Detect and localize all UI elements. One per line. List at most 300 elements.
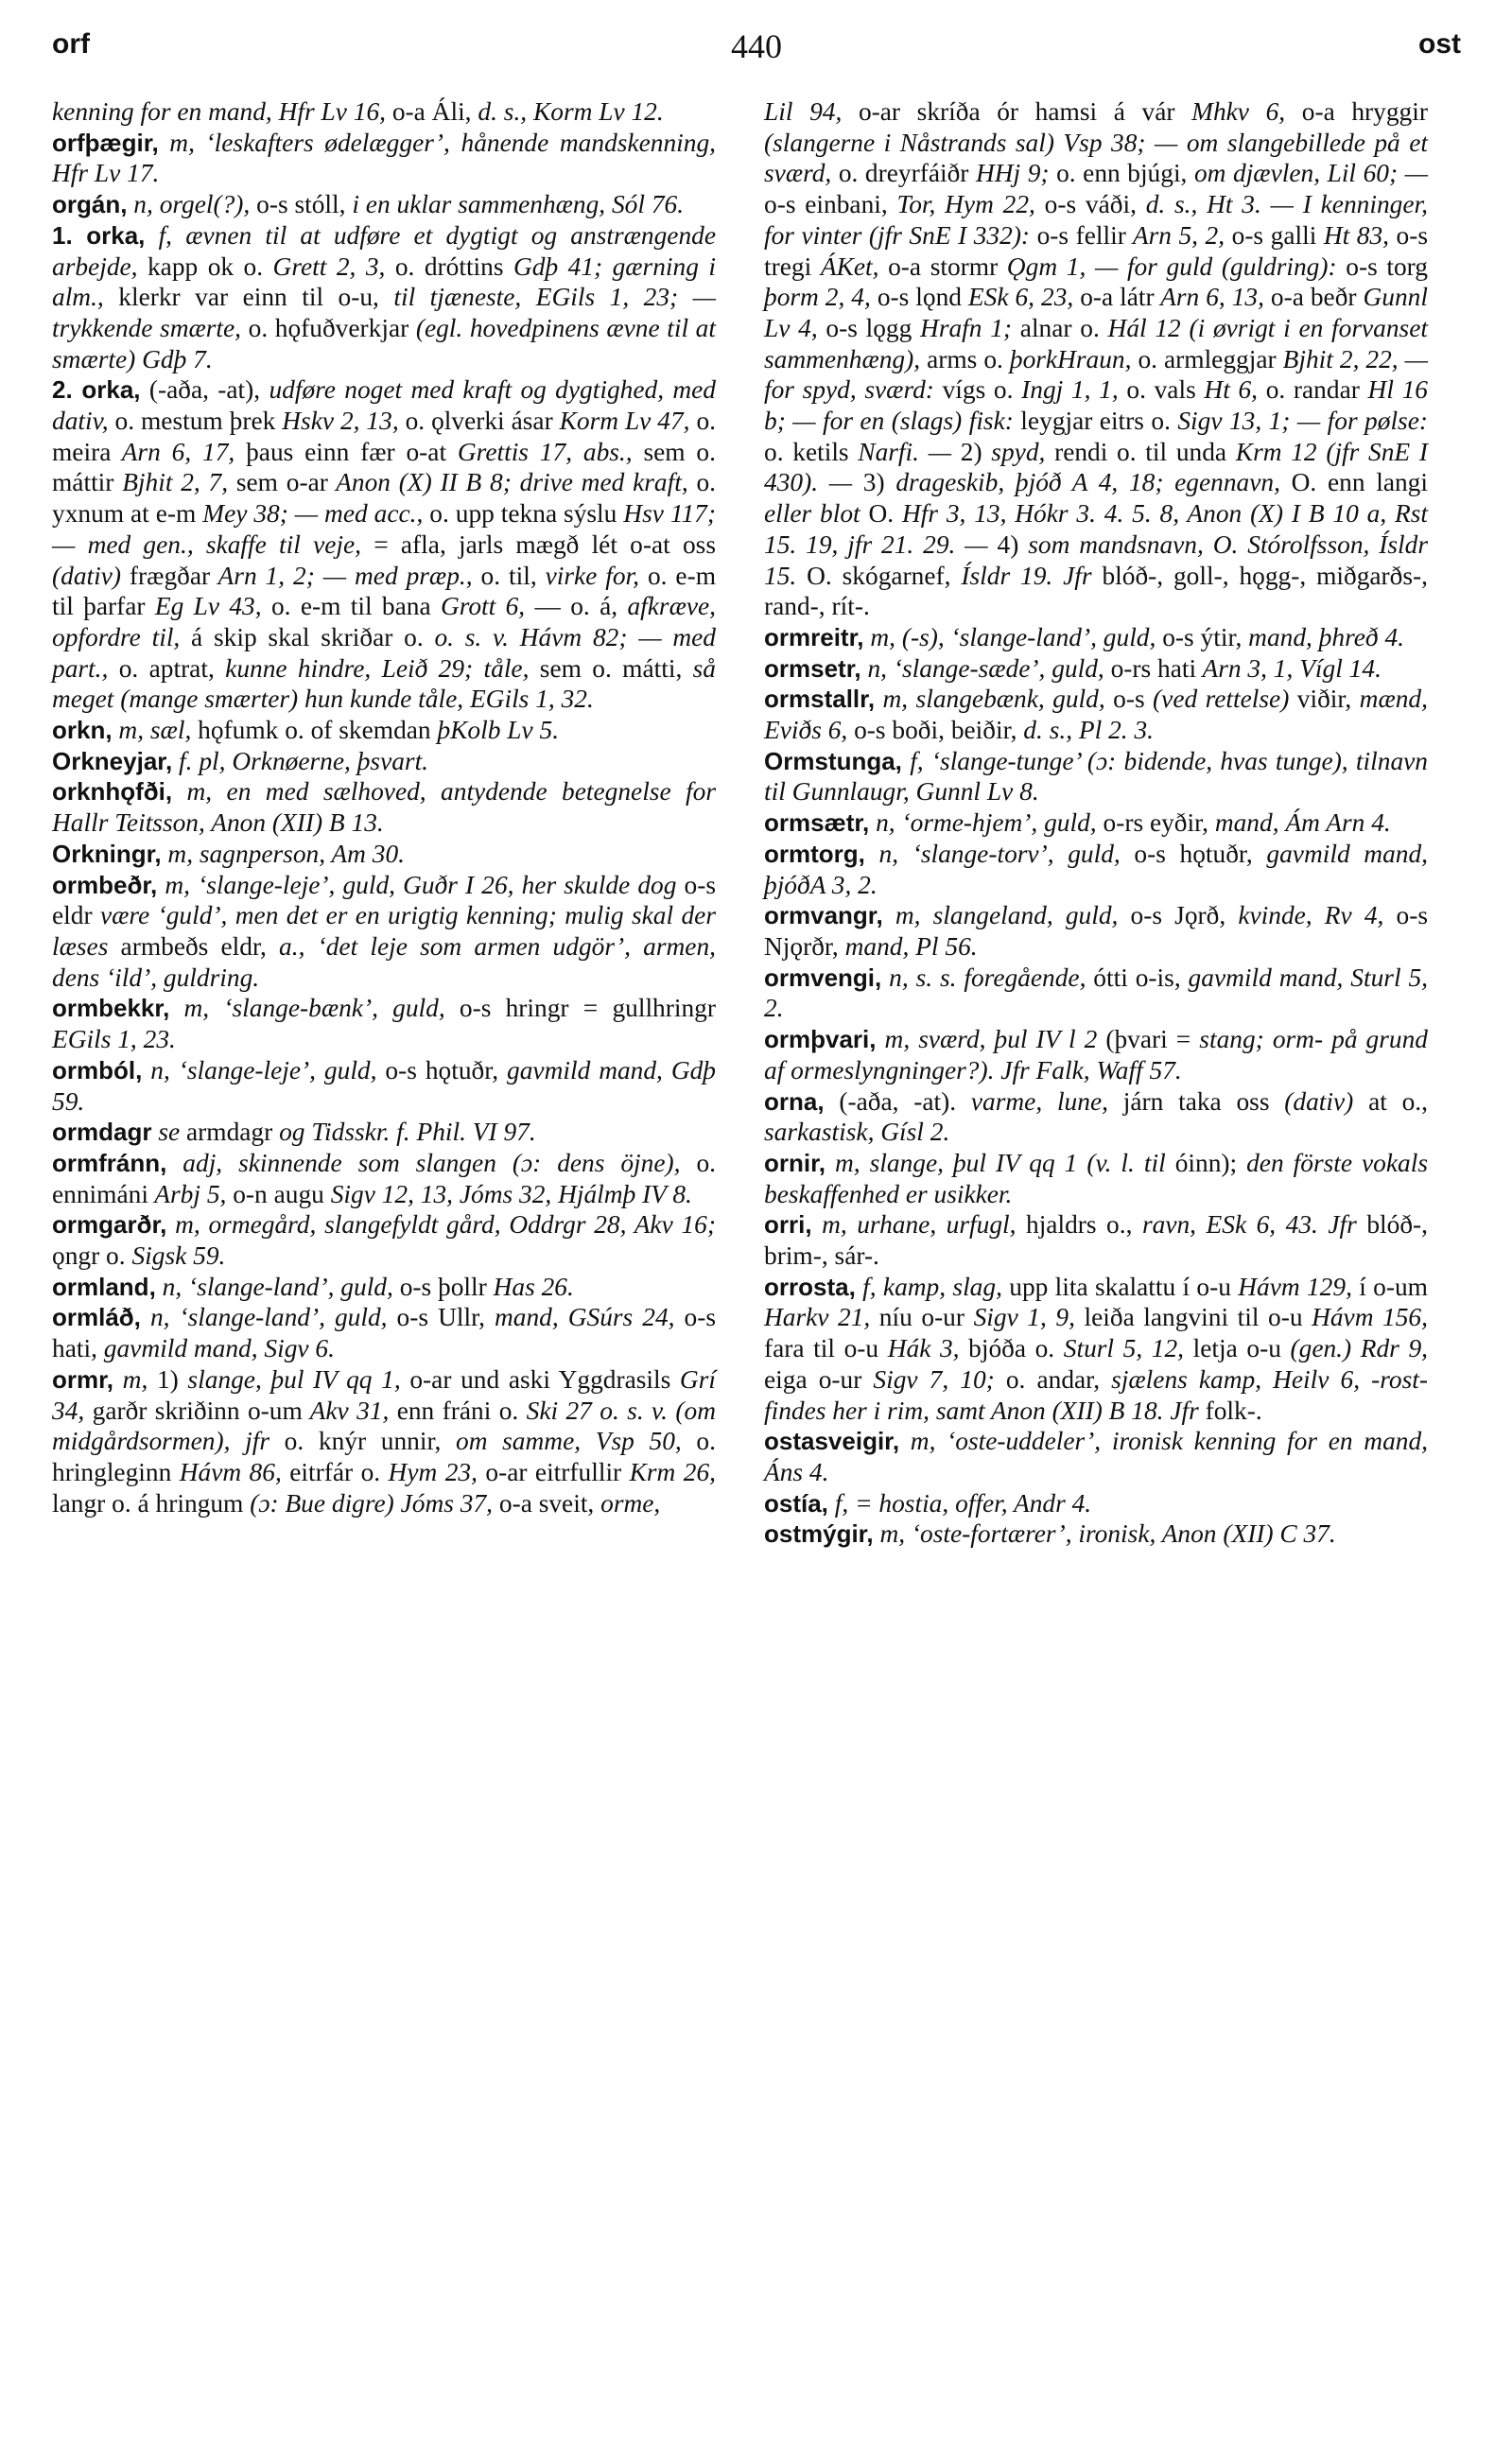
dictionary-entry: [764, 1518, 1428, 1550]
entry-headword: orfþægir,: [52, 128, 159, 157]
entry-citation: o. ennimáni: [52, 1148, 716, 1208]
entry-gloss: Grett 2, 3,: [263, 252, 386, 281]
entry-citation: þaus einn fær o-at: [235, 437, 447, 466]
entry-gloss: Korm Lv 47,: [552, 407, 690, 436]
entry-gloss: Hfr 3, 13, Hókr 3. 4. 5. 8, Anon (X) I B 10 a, Rst 15. 19, jfr 21. 29. —: [764, 499, 1428, 559]
entry-gloss: Ísldr 19. Jfr: [950, 561, 1092, 590]
dictionary-entry: [52, 1364, 716, 1519]
entry-gloss: Hál 12 (i øvrigt i en forvanset sammenhæng),: [764, 313, 1428, 373]
entry-gloss: Ht 83,: [1316, 220, 1389, 250]
entry-gloss: Lil 94,: [764, 97, 843, 126]
entry-gloss: Ǫgm 1, — for guld (guldring):: [998, 252, 1337, 281]
entry-gloss: m, slangeland, guld,: [882, 901, 1119, 930]
entry-gloss: stang; orm- på grund af ormeslyngninger?). Jfr Falk, Waff 57.: [764, 1025, 1428, 1085]
entry-gloss: Hrafn 1;: [912, 313, 1013, 342]
entry-citation: o-s Ullr,: [387, 1303, 485, 1332]
entry-gloss: Hl 16 b; — for en (slags) fisk:: [764, 375, 1428, 436]
entry-gloss: Mhkv 6,: [1174, 97, 1286, 126]
entry-gloss: kunne hindre, Leið 29; tåle,: [214, 653, 530, 683]
dictionary-entry: [764, 1024, 1428, 1085]
entry-gloss: m, ‘oste-fortærer’, ironisk, Anon (XII) C 37.: [873, 1519, 1336, 1549]
entry-gloss: Sigv 1, 9,: [965, 1303, 1075, 1332]
entry-citation: níu o-ur: [870, 1303, 965, 1332]
entry-citation: o-rs eyðir,: [1096, 808, 1208, 838]
entry-citation: o-s hringr = gullhringr: [444, 994, 716, 1023]
entry-citation: o. dreyrfáiðr: [831, 159, 969, 188]
entry-citation: o-s boði, beiðir,: [847, 716, 1017, 745]
entry-citation: fara til o-u: [764, 1334, 879, 1363]
entry-gloss: om samme, Vsp 50,: [441, 1427, 682, 1456]
entry-citation: — o. á,: [525, 592, 618, 621]
entry-gloss: sjælens kamp, Heilv 6, -rost- findes her i rim, samt Anon (XII) B 18. Jfr: [764, 1364, 1428, 1425]
entry-headword: ostía,: [764, 1488, 828, 1518]
entry-gloss: gavmild mand, Gdþ 59.: [52, 1055, 717, 1116]
dictionary-entry: [52, 870, 716, 994]
dictionary-entry: [764, 963, 1428, 1024]
entry-gloss: m, slange, þul IV qq 1 (v. l. til: [826, 1148, 1166, 1177]
entry-gloss: m, (-s), ‘slange-land’, guld,: [863, 622, 1156, 651]
entry-gloss: mand, GSúrs 24,: [484, 1303, 675, 1332]
entry-citation: o. meira: [52, 407, 716, 466]
entry-gloss: Hávm 156,: [1302, 1303, 1428, 1332]
entry-gloss: (dativ): [1269, 1086, 1354, 1116]
dictionary-entry: [52, 993, 716, 1054]
entry-headword: ormreitr,: [764, 622, 864, 651]
dictionary-entry: [764, 1148, 1428, 1209]
entry-gloss: Narfi. —: [848, 437, 952, 466]
entry-citation: o-s lǫnd: [870, 283, 962, 312]
page-header: [52, 28, 1461, 85]
entry-gloss: Grott 6,: [430, 592, 526, 621]
entry-citation: o-ar eitrfullir: [477, 1457, 622, 1486]
entry-citation: o-rs hati: [1104, 653, 1197, 683]
entry-citation: leiða langvini til o-u: [1074, 1303, 1303, 1332]
dictionary-entry: [52, 746, 716, 777]
entry-headword: ormvengi,: [764, 963, 882, 992]
entry-gloss: kenning for en mand, Hfr Lv 16,: [52, 97, 387, 126]
entry-gloss: Has 26.: [486, 1272, 574, 1301]
entry-headword: ormþvari,: [764, 1025, 877, 1054]
entry-headword: ormláð,: [52, 1303, 141, 1332]
dictionary-entry: [52, 1302, 716, 1363]
entry-citation: hǫfumk o. of skemdan: [191, 716, 431, 745]
entry-gloss: sarkastisk, Gísl 2.: [764, 1118, 950, 1147]
entry-gloss: (gen.) Rdr 9,: [1280, 1334, 1428, 1363]
entry-gloss: EGils 1, 23.: [52, 1025, 176, 1054]
entry-headword: ormból,: [52, 1055, 143, 1085]
entry-citation: o-s einbani,: [764, 190, 888, 219]
entry-citation: o. hǫfuðverkjar: [241, 313, 409, 342]
entry-citation: eitrfár o.: [281, 1457, 381, 1486]
entry-gloss: f, kamp, slag,: [855, 1272, 1002, 1301]
entry-citation: folk-.: [1198, 1396, 1262, 1425]
entry-gloss: (dativ): [52, 561, 122, 590]
entry-citation: blóð-, brim-, sár-.: [764, 1210, 1428, 1271]
dictionary-entry: [764, 1488, 1428, 1519]
entry-gloss: virke for,: [536, 561, 640, 590]
entry-citation: letja o-u: [1184, 1334, 1281, 1363]
entry-citation: o-s Njǫrðr,: [764, 901, 1428, 961]
entry-gloss: m, ‘slange-leje’, guld, Guðr I 26, her skulde dog: [157, 870, 677, 899]
entry-citation: O. enn langi: [1279, 468, 1428, 497]
entry-gloss: Hym 23,: [380, 1457, 478, 1486]
entry-gloss: orme,: [594, 1488, 661, 1518]
entry-headword: ormsætr,: [764, 808, 870, 838]
entry-gloss: Tor, Hym 22,: [887, 190, 1035, 219]
dictionary-entry: [764, 622, 1428, 653]
entry-headword: ormsetr,: [764, 653, 861, 683]
entry-headword: ormbeðr,: [52, 870, 158, 899]
dictionary-entry: [764, 746, 1428, 807]
entry-gloss: Hsv 117; — med gen., skaffe til veje,: [52, 499, 717, 559]
entry-gloss: mand, Ám Arn 4.: [1208, 808, 1391, 838]
entry-gloss: Ski 27 o. s. v. (om midgårdsormen), jfr: [52, 1396, 716, 1456]
entry-gloss: Sturl 5, 12,: [1054, 1334, 1185, 1363]
entry-gloss: som mandsnavn, O. Stórolfsson, Ísldr 15.: [764, 529, 1428, 590]
entry-headword: ostmýgir,: [764, 1519, 874, 1549]
entry-citation: o-n augu: [226, 1179, 324, 1208]
entry-citation: arms o.: [920, 344, 1003, 373]
entry-gloss: adj, skinnende som slangen (ɔ: dens öjne),: [166, 1148, 681, 1177]
entry-headword: orna,: [764, 1086, 825, 1116]
entry-citation: 3): [852, 468, 885, 497]
entry-citation: o. dróttins: [385, 252, 504, 281]
dictionary-entry: [764, 1086, 1428, 1148]
entry-citation: kapp ok o.: [137, 252, 264, 281]
entry-gloss: f, ‘slange-tunge’ (ɔ: bidende, hvas tunge), tilnavn til Gunnlaugr, Gunnl Lv 8.: [764, 746, 1428, 807]
entry-gloss: n, s. s. foregående,: [881, 963, 1086, 992]
entry-gloss: gavmild mand, þjóðA 3, 2.: [764, 839, 1428, 899]
entry-citation: o-ar und aski Yggdrasils: [400, 1364, 671, 1394]
entry-gloss: mænd, Eviðs 6,: [764, 685, 1428, 745]
entry-gloss: n, orgel(?),: [127, 190, 251, 219]
entry-gloss: udføre noget med kraft og dygtighed, med dativ,: [52, 375, 716, 436]
entry-citation: o-s þollr: [392, 1272, 487, 1301]
entry-citation: o. yxnum at e-m: [52, 468, 716, 529]
entry-gloss: f. pl, Orknøerne, þsvart.: [172, 746, 429, 775]
entry-gloss: Arn 6, 13,: [1154, 283, 1264, 312]
entry-gloss: d. s., Pl 2. 3.: [1017, 716, 1155, 745]
left-column: [52, 96, 716, 1518]
entry-gloss: varme, lune,: [956, 1086, 1108, 1116]
entry-gloss: Hávm 129,: [1230, 1272, 1352, 1301]
entry-citation: o-s lǫgg: [817, 313, 912, 342]
entry-citation: o-a sveit,: [493, 1488, 595, 1518]
entry-gloss: n, ‘slange-leje’, guld,: [142, 1055, 377, 1085]
entry-gloss: d. s., Ht 3. — I kenninger, for vinter (jfr SnE I 332):: [764, 190, 1428, 250]
entry-gloss: afkræve, opfordre til,: [52, 592, 717, 651]
entry-gloss: mand, þhreð 4.: [1242, 622, 1405, 651]
entry-headword: orri,: [764, 1210, 812, 1240]
entry-citation: blóð-, goll-, hǫgg-, miðgarðs-, rand-, rít-.: [764, 561, 1428, 621]
dictionary-entry: [52, 839, 716, 870]
dictionary-entry: [52, 1209, 716, 1271]
dictionary-entry: [52, 715, 716, 746]
entry-headword: orrosta,: [764, 1272, 856, 1301]
entry-citation: klerkr var einn til o-u,: [103, 283, 379, 312]
entry-citation: (-aða, -at).: [824, 1086, 957, 1116]
entry-gloss: Arn 5, 2,: [1125, 220, 1225, 250]
entry-gloss: se: [151, 1118, 181, 1147]
entry-citation: frægðar: [121, 561, 211, 590]
entry-citation: o-a stormr: [878, 252, 999, 281]
page-number: 440: [731, 27, 782, 65]
entry-headword: orkn,: [52, 716, 113, 745]
entry-citation: o-s Jǫrð,: [1118, 901, 1226, 930]
entry-gloss: Sigv 12, 13, Jóms 32, Hjálmþ IV 8.: [323, 1179, 692, 1208]
entry-gloss: drageskib, þjóð A 4, 18; egennavn,: [884, 468, 1280, 497]
entry-gloss: Akv 31,: [302, 1396, 390, 1425]
entry-citation: o-s hǫtuðr,: [376, 1055, 499, 1085]
entry-gloss: Anon (X) II B 8; drive med kraft,: [327, 468, 688, 497]
entry-citation: o. til,: [472, 561, 537, 590]
dictionary-entry: [764, 839, 1428, 900]
entry-citation: o-s stóll,: [250, 190, 346, 219]
dictionary-entry: [764, 653, 1428, 685]
entry-citation: járn taka oss: [1107, 1086, 1270, 1116]
dictionary-entry: [764, 900, 1428, 962]
entry-gloss: ravn, ESk 6, 43. Jfr: [1132, 1210, 1357, 1240]
entry-headword: ormstallr,: [764, 685, 876, 714]
entry-headword: ostasveigir,: [764, 1427, 900, 1456]
entry-gloss: n, ‘orme-hjem’, guld,: [869, 808, 1097, 838]
entry-gloss: Grí 34,: [52, 1364, 716, 1425]
entry-gloss: (slangerne i Nåstrands sal) Vsp 38; — om slangebillede på et sværd,: [764, 128, 1428, 188]
dictionary-entry: [52, 189, 716, 220]
entry-citation: garðr skriðinn o-um: [84, 1396, 303, 1425]
entry-citation: o-s torg: [1336, 252, 1428, 281]
entry-citation: o. hringleginn: [52, 1427, 716, 1486]
entry-gloss: Sigv 7, 10;: [861, 1364, 995, 1394]
right-column: [764, 96, 1428, 1550]
entry-gloss: HHj 9;: [968, 159, 1050, 188]
entry-citation: at o.,: [1353, 1086, 1429, 1116]
entry-headword: ormtorg,: [764, 839, 865, 868]
running-head-last-word: ost: [1418, 28, 1461, 60]
entry-citation: (-aða, -at),: [140, 375, 261, 405]
entry-gloss: Grettis 17, abs.,: [446, 437, 633, 466]
entry-gloss: gavmild mand, Sigv 6.: [96, 1334, 335, 1363]
entry-gloss: f, = hostia, offer, Andr 4.: [827, 1488, 1092, 1518]
entry-gloss: þorm 2, 4,: [764, 283, 871, 312]
entry-gloss: Bjhit 2, 22, — for spyd, sværd:: [764, 344, 1428, 405]
entry-gloss: m, ‘oste-uddeler’, ironisk kenning for en mand, Áns 4.: [764, 1427, 1428, 1486]
entry-citation: o-s ýtir,: [1156, 622, 1243, 651]
entry-gloss: m, sæl,: [112, 716, 192, 745]
entry-citation: armdagr: [180, 1118, 273, 1147]
entry-citation: o-a beðr: [1263, 283, 1357, 312]
entry-citation: óinn);: [1165, 1148, 1238, 1177]
entry-gloss: Hávm 86,: [171, 1457, 282, 1486]
entry-citation: í o-um: [1351, 1272, 1428, 1301]
entry-citation: ǫngr o.: [52, 1241, 126, 1271]
entry-citation: leygjar eitrs o.: [1013, 407, 1171, 436]
entry-citation: langr o. á hringum: [52, 1488, 244, 1518]
entry-headword: 1. orka,: [52, 220, 146, 250]
entry-citation: O.: [860, 499, 895, 529]
entry-citation: sem o. máttir: [52, 437, 716, 497]
entry-gloss: Arn 6, 17,: [111, 437, 235, 466]
entry-gloss: m, ‘slange-bænk’, guld,: [169, 994, 445, 1023]
entry-citation: 2): [951, 437, 982, 466]
dictionary-entry: [52, 220, 716, 375]
entry-gloss: (ved rettelse): [1144, 685, 1290, 714]
dictionary-entry: [52, 96, 716, 128]
entry-gloss: m, urhane, urfugl,: [811, 1210, 1017, 1240]
entry-citation: o-s: [1104, 685, 1145, 714]
entry-gloss: Eg Lv 43,: [145, 592, 262, 621]
entry-citation: 1): [148, 1364, 179, 1394]
entry-citation: alnar o.: [1012, 313, 1100, 342]
entry-citation: o. upp tekna sýslu: [423, 499, 617, 529]
entry-citation: 4): [987, 529, 1019, 559]
dictionary-entry: [764, 807, 1428, 839]
entry-headword: ormland,: [52, 1272, 156, 1301]
entry-citation: o. andar,: [994, 1364, 1101, 1394]
entry-gloss: n, ‘slange-land’, guld,: [155, 1272, 393, 1301]
entry-gloss: Krm 12 (jfr SnE I 430). —: [764, 437, 1428, 497]
dictionary-entry: [52, 1055, 716, 1117]
entry-citation: = afla, jarls mægð lét o-at oss: [361, 529, 716, 559]
entry-citation: o-s tregi: [764, 220, 1429, 281]
dictionary-entry: [764, 1272, 1428, 1427]
entry-gloss: o. s. v. Hávm 82; — med part.,: [52, 622, 716, 683]
entry-gloss: þKolb Lv 5.: [430, 716, 560, 745]
entry-gloss: d. s., Korm Lv 12.: [471, 97, 664, 126]
entry-citation: o-s galli: [1225, 220, 1317, 250]
entry-gloss: mand, Pl 56.: [838, 931, 978, 961]
entry-citation: upp lita skalattu í o-u: [1001, 1272, 1231, 1301]
entry-citation: o. ǫlverki ásar: [398, 407, 553, 436]
entry-gloss: gavmild mand, Sturl 5, 2.: [764, 963, 1429, 1023]
entry-headword: ormbekkr,: [52, 994, 170, 1023]
entry-citation: o-s fellir: [1030, 220, 1126, 250]
entry-gloss: til tjæneste, EGils 1, 23; — trykkende smærte,: [52, 283, 716, 342]
entry-gloss: m,: [113, 1364, 148, 1394]
entry-gloss: n, ‘slange-sæde’, guld,: [860, 653, 1104, 683]
entry-gloss: m, ormegård, slangefyldt gård, Oddrgr 28, Akv 16;: [166, 1210, 716, 1240]
dictionary-entry: [52, 374, 716, 715]
entry-gloss: Hskv 2, 13,: [275, 407, 399, 436]
entry-gloss: ESk 6, 23,: [961, 283, 1074, 312]
entry-gloss: Bjhit 2, 7,: [113, 468, 229, 497]
entry-gloss: Krm 26,: [621, 1457, 716, 1486]
entry-citation: ótti o-is,: [1086, 963, 1181, 992]
entry-headword: ormdagr: [52, 1118, 152, 1147]
entry-gloss: spyd,: [982, 437, 1046, 466]
entry-gloss: slange, þul IV qq 1,: [178, 1364, 401, 1394]
entry-citation: o. armleggjar: [1131, 344, 1277, 373]
entry-citation: viðir,: [1289, 685, 1352, 714]
entry-citation: o-s hǫtuðr,: [1120, 839, 1253, 868]
entry-gloss: Gunnl Lv 4,: [764, 283, 1428, 342]
entry-gloss: Ht 6,: [1195, 375, 1259, 405]
dictionary-entry: [52, 1148, 716, 1209]
entry-gloss: Sigv 13, 1; — for pølse:: [1170, 407, 1428, 436]
entry-gloss: Arn 3, 1, Vígl 14.: [1196, 653, 1382, 683]
entry-gloss: Arn 1, 2; — med præp.,: [210, 561, 473, 590]
entry-citation: O. skógarnef,: [796, 561, 951, 590]
entry-headword: 2. orka,: [52, 375, 141, 405]
entry-headword: ornir,: [764, 1148, 826, 1177]
entry-citation: vígs o.: [933, 375, 1014, 405]
entry-gloss: (ɔ: Bue digre) Jóms 37,: [243, 1488, 494, 1518]
entry-citation: o-a Áli,: [386, 97, 472, 126]
dictionary-entry: [764, 96, 1428, 622]
entry-citation: enn fráni o.: [389, 1396, 519, 1425]
entry-headword: ormfránn,: [52, 1148, 167, 1177]
entry-gloss: være ‘guld’, men det er en urigtig kenning; mulig skal der læses: [52, 901, 716, 961]
entry-headword: ormgarðr,: [52, 1210, 167, 1240]
dictionary-entry: [52, 1117, 716, 1148]
entry-citation: o-a látr: [1073, 283, 1155, 312]
entry-headword: ormvangr,: [764, 901, 883, 930]
entry-gloss: f, ævnen til at udføre et dygtigt og anstrængende arbejde,: [52, 220, 716, 281]
entry-citation: o-s hati,: [52, 1303, 717, 1363]
entry-citation: o. enn bjúgi,: [1049, 159, 1188, 188]
entry-citation: eiga o-ur: [764, 1364, 862, 1394]
entry-gloss: m, sagnperson, Am 30.: [161, 839, 406, 868]
entry-gloss: om djævlen, Lil 60; —: [1187, 159, 1429, 188]
entry-gloss: ÁKet,: [811, 252, 879, 281]
dictionary-entry: [764, 684, 1428, 745]
entry-gloss: Sigsk 59.: [125, 1241, 226, 1271]
entry-citation: sem o-ar: [228, 468, 328, 497]
entry-gloss: kvinde, Rv 4,: [1225, 901, 1384, 930]
entry-citation: o. ketils: [764, 437, 849, 466]
entry-citation: á skip skal skriðar o.: [180, 622, 424, 651]
entry-gloss: Mey 38; — med acc.,: [196, 499, 424, 529]
dictionary-entry: [52, 1272, 716, 1303]
entry-citation: (þvari =: [1097, 1025, 1191, 1054]
entry-citation: o-s eldr: [52, 870, 717, 930]
entry-gloss: m, ‘leskafters ødelægger’, hånende mandskenning, Hfr Lv 17.: [52, 128, 716, 188]
entry-citation: o. mestum þrek: [108, 407, 276, 436]
entry-headword: Orkneyjar,: [52, 746, 173, 775]
dictionary-entry: [52, 776, 716, 838]
entry-citation: bjóða o.: [959, 1334, 1055, 1363]
entry-citation: o-ar skríða ór hamsi á vár: [842, 97, 1175, 126]
entry-gloss: Harkv 21,: [764, 1303, 871, 1332]
entry-gloss: m, slangebænk, guld,: [875, 685, 1105, 714]
entry-gloss: n, ‘slange-land’, guld,: [140, 1303, 388, 1332]
entry-gloss: þorkHraun,: [1002, 344, 1132, 373]
entry-citation: o. knýr unnir,: [269, 1427, 442, 1456]
entry-citation: armbeðs eldr,: [108, 931, 267, 961]
entry-citation: o. aptrat,: [108, 653, 215, 683]
entry-citation: hjaldrs o.,: [1016, 1210, 1133, 1240]
entry-gloss: Gdþ 41; gærning i alm.,: [52, 252, 716, 312]
entry-gloss: den förste vokals beskaffenhed er usikker.: [764, 1148, 1428, 1208]
entry-gloss: (egl. hovedpinens ævne til at smærte) Gdþ 7.: [52, 313, 716, 373]
entry-gloss: eller blot: [764, 499, 860, 529]
dictionary-entry: [52, 128, 716, 189]
entry-headword: Ormstunga,: [764, 746, 902, 775]
dictionary-entry: [764, 1209, 1428, 1271]
entry-gloss: og Tidsskr. f. Phil. VI 97.: [272, 1118, 536, 1147]
entry-citation: o-s váði,: [1034, 190, 1137, 219]
entry-headword: ormr,: [52, 1364, 114, 1394]
entry-gloss: m, en med sælhoved, antydende betegnelse for Hallr Teitsson, Anon (XII) B 13.: [52, 777, 716, 838]
entry-citation: o. e-m til bana: [261, 592, 431, 621]
entry-citation: o. randar: [1258, 375, 1360, 405]
entry-citation: o-a hryggir: [1285, 97, 1428, 126]
entry-headword: Orkningr,: [52, 839, 162, 868]
entry-citation: sem o. mátti,: [529, 653, 683, 683]
entry-headword: orknhǫfði,: [52, 777, 173, 807]
entry-gloss: m, sværd, þul IV l 2: [876, 1025, 1098, 1054]
entry-citation: rendi o. til unda: [1045, 437, 1227, 466]
